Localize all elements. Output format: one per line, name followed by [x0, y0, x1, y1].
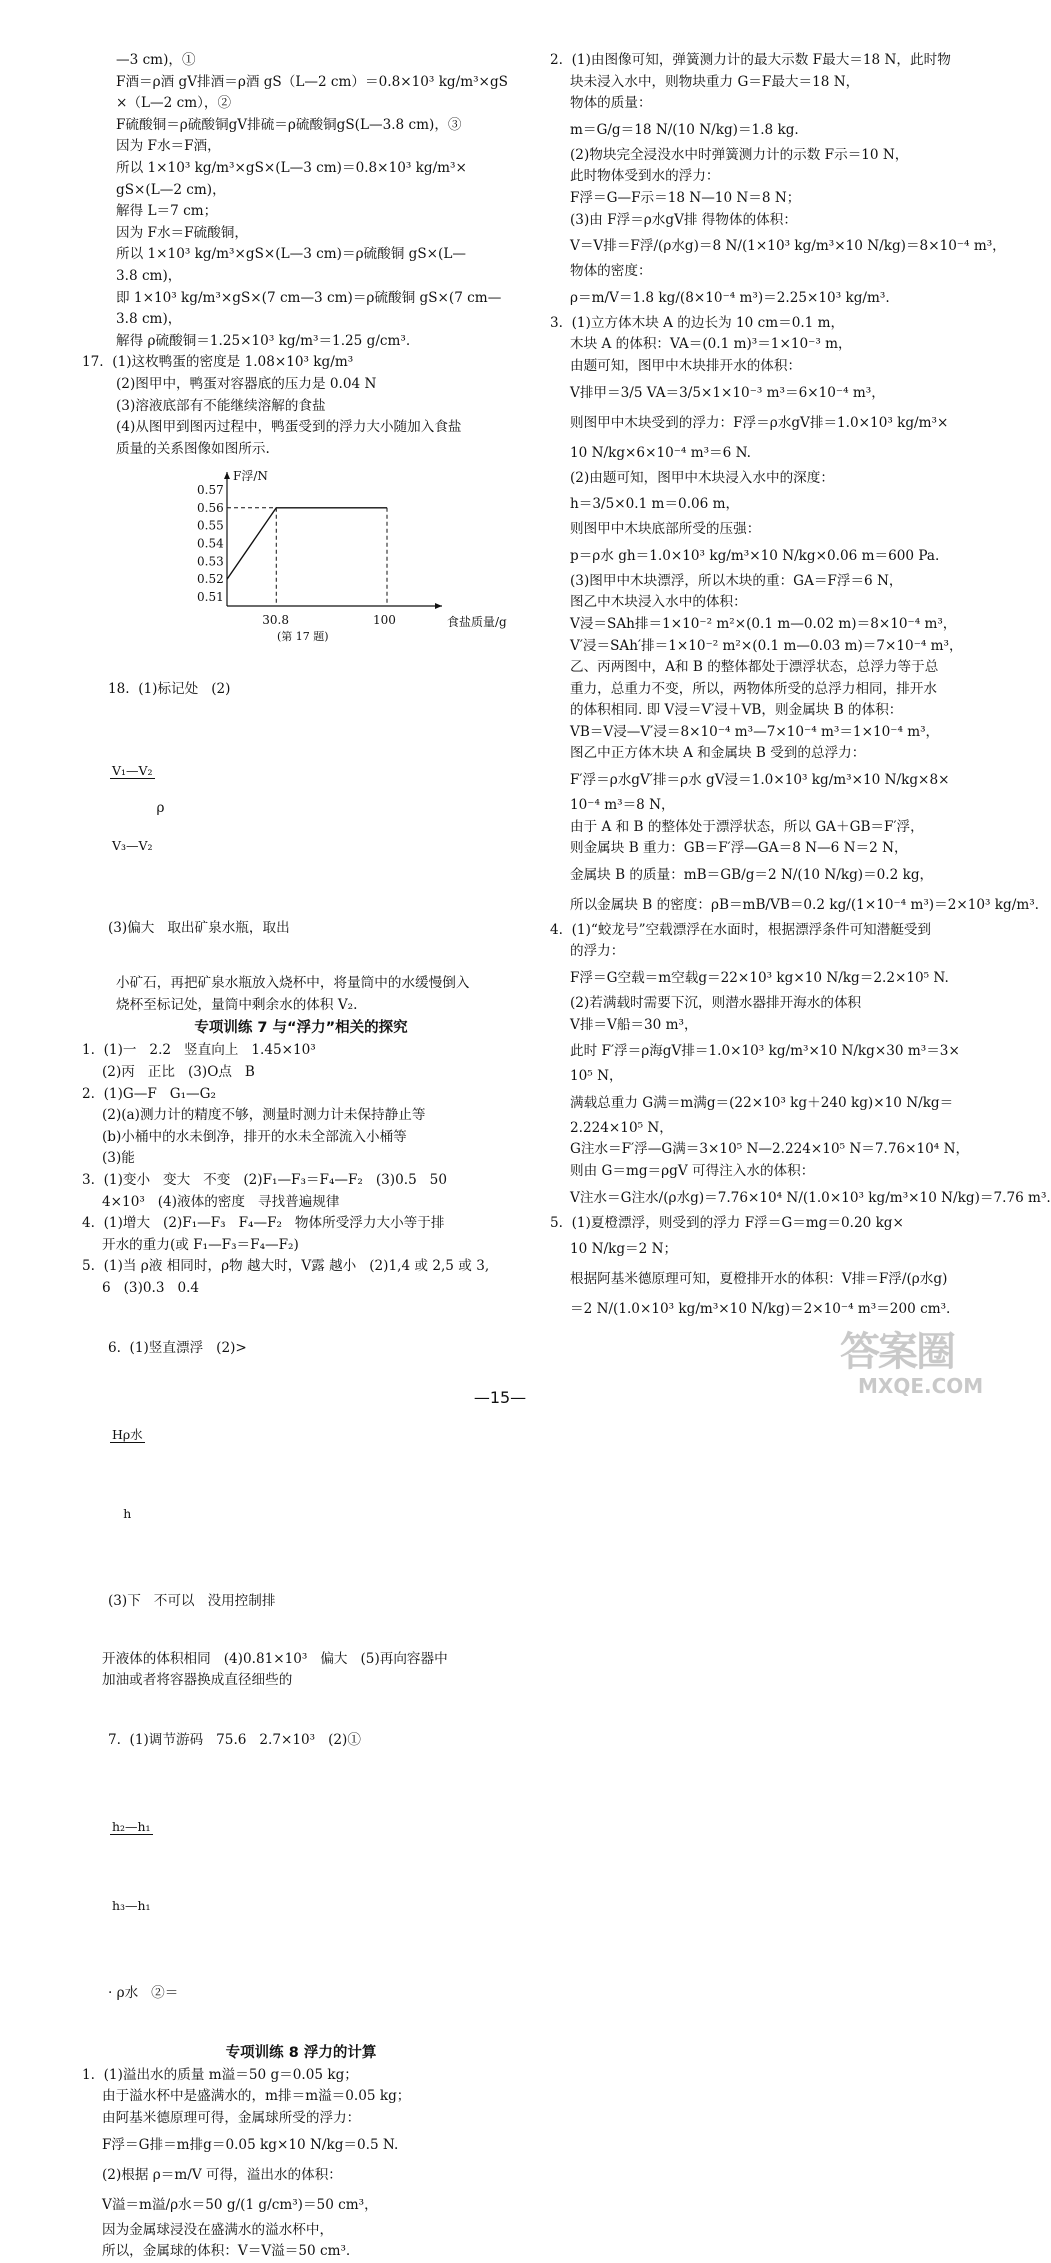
text-line: 此时物体受到水的浮力：: [570, 168, 720, 185]
q18-text-b: (3)偏大 取出矿泉水瓶，取出: [107, 920, 290, 937]
text-line: (3)由 F浮＝ρ水gV排 得物体的体积：: [570, 211, 797, 228]
text-line: 3.8 cm)，: [116, 311, 182, 328]
text-line: (2)丙 正比 (3)O点 B: [102, 1064, 255, 1081]
text-line: 5. (1)夏橙漂浮，则受到的浮力 F浮＝G＝mg＝0.20 kg×: [550, 1214, 904, 1231]
text-line: 因为 F水＝F硫酸铜，: [116, 224, 248, 241]
text-line: 10⁵ N，: [570, 1068, 623, 1085]
chart-caption: (第 17 题): [277, 630, 329, 644]
text-line: 满载总重力 G满＝m满g＝(22×10³ kg＋240 kg)×10 N/kg＝: [570, 1094, 954, 1111]
q7-text-a: 7. (1)调节游码 75.6 2.7×10³ (2)①: [107, 1731, 361, 1748]
x-axis-arrow: [435, 603, 442, 609]
text-line: V溢＝m溢/ρ水＝50 g/(1 g/cm³)＝50 cm³，: [102, 2196, 378, 2213]
watermark-logo: [840, 1330, 990, 1410]
section-8-answers: [82, 2065, 520, 2263]
text-line: 由题可知，图甲中木块排开水的体积：: [570, 357, 802, 374]
q18-line: 烧杯至标记处，量筒中剩余水的体积 V₂.: [116, 996, 358, 1013]
text-line: 10⁻⁴ m³＝8 N，: [570, 797, 675, 814]
text-line: V浸＝SAh排＝1×10⁻² m²×(0.1 m—0.02 m)＝8×10⁻⁴ m³，: [570, 615, 957, 632]
text-line: 2. (1)由图像可知，弹簧测力计的最大示数 F最大＝18 N，此时物: [550, 52, 951, 68]
section-title-7: 专项训练 7 与“浮力”相关的探究: [194, 1020, 408, 1037]
text-line: 则金属块 B 重力：GB＝F′浮—GA＝8 N—6 N＝2 N，: [570, 840, 908, 857]
q6-frac-num: Hρ水: [111, 1426, 143, 1442]
text-line: 根据阿基米德原理可知，夏橙排开水的体积：V排＝F浮/(ρ水g): [570, 1271, 948, 1288]
text-line: ＝2 N/(1.0×10³ kg/m³×10 N/kg)＝2×10⁻⁴ m³＝200 cm³.: [570, 1301, 951, 1318]
text-line: V′浸＝SAh′排＝1×10⁻² m²×(0.1 m—0.03 m)＝7×10⁻⁴ m³，: [570, 637, 963, 654]
y-tick-label: 0.57: [197, 483, 224, 498]
text-line: 3.8 cm)，: [116, 267, 182, 284]
text-line: 重力，总重力不变，所以，两物体所受的总浮力相同，排开水: [570, 680, 938, 697]
text-line: gS×(L—2 cm)，: [116, 181, 226, 198]
text-line: 由阿基米德原理可得，金属球所受的浮力：: [102, 2109, 361, 2126]
text-line: h＝3/5×0.1 m＝0.06 m，: [570, 496, 740, 513]
q6-text-b: (3)下 不可以 没用控制排: [107, 1592, 276, 1609]
text-line: 此时 F′浮＝ρ海gV排＝1.0×10³ kg/m³×10 N/kg×30 m³＝3×: [570, 1043, 960, 1060]
q7-text-b: · ρ水 ②＝: [107, 1984, 179, 2001]
q17-answer: [82, 352, 520, 460]
text-line: F硫酸铜＝ρ硫酸铜gV排硫＝ρ硫酸铜gS(L—3.8 cm)，③: [116, 116, 462, 133]
text-line: F酒＝ρ酒 gV排酒＝ρ酒 gS（L—2 cm）＝0.8×10³ kg/m³×gS: [116, 73, 508, 90]
right-solutions: [550, 50, 1051, 1324]
q6-line: 加油或者将容器换成直径细些的: [102, 1672, 293, 1689]
q7-answer: [82, 1692, 520, 2041]
watermark-big: 答案圈: [840, 1329, 954, 1375]
q7-fraction: [110, 1756, 153, 1977]
text-line: 因为 F水＝F酒，: [116, 138, 221, 155]
text-line: V＝V排＝F浮/(ρ水g)＝8 N/(1×10³ kg/m³×10 N/kg)＝8×10⁻⁴ m³，: [570, 238, 1006, 255]
text-line: m＝G/g＝18 N/(10 N/kg)＝1.8 kg.: [570, 121, 799, 138]
text-line: (b)小桶中的水未倒净，排开的水未全部流入小桶等: [102, 1128, 407, 1145]
q18-line: 小矿石，再把矿泉水瓶放入烧杯中，将量筒中的水缓慢倒入: [116, 975, 470, 992]
text-line: (4)从图甲到图丙过程中，鸭蛋受到的浮力大小随加入食盐: [116, 419, 462, 436]
text-line: 的浮力：: [570, 943, 625, 960]
q16-solution: [82, 50, 520, 352]
text-line: 物体的质量：: [570, 95, 652, 112]
text-line: 图乙中木块浸入水中的体积：: [570, 594, 747, 611]
text-line: 物体的密度：: [570, 263, 652, 280]
text-line: (2)图甲中，鸭蛋对容器底的压力是 0.04 N: [116, 375, 377, 392]
text-line: 10 N/kg×6×10⁻⁴ m³＝6 N.: [570, 444, 751, 461]
text-line: 质量的关系图像如图所示.: [116, 440, 270, 457]
y-tick-label: 0.55: [197, 518, 224, 533]
text-line: 所以，金属球的体积：V＝V溢＝50 cm³.: [102, 2243, 351, 2260]
text-line: 17. (1)这枚鸭蛋的密度是 1.08×10³ kg/m³: [82, 354, 354, 371]
q6-answer: [82, 1300, 520, 1692]
q18-fraction: [110, 704, 155, 913]
text-line: G注水＝F′浮—G满＝3×10⁵ N—2.224×10⁵ N＝7.76×10⁴ N，: [570, 1141, 970, 1158]
text-line: 1. (1)溢出水的质量 m溢＝50 g＝0.05 kg；: [82, 2066, 358, 2083]
text-line: V注水＝G注水/(ρ水g)＝7.76×10⁴ N/(1.0×10³ kg/m³×10 N/kg)＝7.76 m³.: [570, 1189, 1051, 1206]
q17-chart: [182, 464, 507, 644]
text-line: (2)物块完全浸没水中时弹簧测力计的示数 F示＝10 N，: [570, 146, 909, 163]
text-line: (2)由题可知，图甲中木块浸入水中的深度：: [570, 469, 834, 486]
y-axis-label: F浮/N: [233, 469, 268, 484]
text-line: (3)能: [102, 1150, 135, 1167]
left-column: [82, 50, 520, 2263]
section-title-8: 专项训练 8 浮力的计算: [225, 2044, 377, 2061]
text-line: 由于 A 和 B 的整体处于漂浮状态，所以 GA＋GB＝F′浮，: [570, 818, 924, 835]
x-tick-label: 30.8: [262, 613, 289, 628]
text-line: 所以金属块 B 的密度：ρB＝mB/VB＝0.2 kg/(1×10⁻⁴ m³)＝2×10³ kg/m³.: [570, 896, 1039, 913]
text-line: ρ＝m/V＝1.8 kg/(8×10⁻⁴ m³)＝2.25×10³ kg/m³.: [570, 289, 890, 306]
text-line: (2)(a)测力计的精度不够，测量时测力计未保持静止等: [102, 1107, 426, 1124]
text-line: 开水的重力(或 F₁—F₃＝F₄—F₂): [102, 1236, 299, 1253]
text-line: 图乙中正方体木块 A 和金属块 B 受到的总浮力：: [570, 745, 866, 762]
text-line: (2)根据 ρ＝m/V 可得，溢出水的体积：: [102, 2166, 342, 2183]
text-line: 5. (1)当 ρ液 相同时，ρ物 越大时，V露 越小 (2)1,4 或 2,5 或 3,: [82, 1258, 490, 1275]
q18-answer: [82, 644, 520, 1016]
text-line: 3. (1)变小 变大 不变 (2)F₁—F₃＝F₄—F₂ (3)0.5 50: [82, 1172, 447, 1189]
text-line: 4. (1)增大 (2)F₁—F₃ F₄—F₂ 物体所受浮力大小等于排: [82, 1215, 445, 1232]
text-line: 由于溢水杯中是盛满水的，m排＝m溢＝0.05 kg；: [102, 2088, 411, 2105]
text-line: F浮＝G—F示＝18 N—10 N＝8 N；: [570, 189, 801, 206]
y-tick-label: 0.56: [197, 501, 224, 516]
text-line: 则由 G＝mg＝ρgV 可得注入水的体积：: [570, 1163, 815, 1179]
q7-frac-den: h₃—h₁: [111, 1897, 151, 1913]
y-tick-label: 0.52: [197, 572, 224, 587]
text-line: (3)图甲中木块漂浮，所以木块的重：GA＝F浮＝6 N，: [570, 572, 903, 589]
q6-text-a: 6. (1)竖直漂浮 (2)>: [107, 1339, 247, 1356]
text-line: 6 (3)0.3 0.4: [102, 1280, 200, 1296]
text-line: 4×10³ (4)液体的密度 寻找普遍规律: [102, 1193, 340, 1210]
text-line: 所以 1×10³ kg/m³×gS×(L—3 cm)＝0.8×10³ kg/m³×: [116, 159, 467, 176]
y-tick-label: 0.53: [197, 554, 224, 569]
text-line: —3 cm)，①: [116, 52, 196, 68]
q7-frac-num: h₂—h₁: [111, 1818, 151, 1834]
q6-frac-den: h: [123, 1505, 132, 1521]
text-line: 块未浸入水中，则物块重力 G＝F最大＝18 N，: [570, 73, 860, 90]
text-line: p＝ρ水 gh＝1.0×10³ kg/m³×10 N/kg×0.06 m＝600 Pa.: [570, 547, 940, 564]
text-line: 解得 ρ硫酸铜＝1.25×10³ kg/m³＝1.25 g/cm³.: [116, 332, 411, 349]
text-line: 木块 A 的体积：VA＝(0.1 m)³＝1×10⁻³ m，: [570, 336, 852, 353]
y-tick-label: 0.51: [197, 590, 224, 605]
text-line: F浮＝G空载＝m空载g＝22×10³ kg×10 N/kg＝2.2×10⁵ N.: [570, 970, 949, 987]
text-line: 因为金属球浸没在盛满水的溢水杯中，: [102, 2221, 334, 2238]
text-line: 1. (1)一 2.2 竖直向上 1.45×10³: [82, 1042, 316, 1059]
series-line: [227, 508, 387, 579]
text-line: 金属块 B 的质量：mB＝GB/g＝2 N/(10 N/kg)＝0.2 kg，: [570, 866, 934, 883]
text-line: 10 N/kg＝2 N；: [570, 1241, 678, 1258]
text-line: 则图甲中木块底部所受的压强：: [570, 521, 761, 538]
q18-frac-after: ρ: [156, 800, 165, 817]
text-line: V排甲＝3/5 VA＝3/5×1×10⁻³ m³＝6×10⁻⁴ m³，: [570, 384, 885, 401]
text-line: VB＝V浸—V′浸＝8×10⁻⁴ m³—7×10⁻⁴ m³＝1×10⁻⁴ m³，: [570, 723, 940, 740]
text-line: F′浮＝ρ水gV′排＝ρ水 gV浸＝1.0×10³ kg/m³×10 N/kg×8×: [570, 772, 950, 789]
y-axis-arrow: [224, 472, 230, 479]
x-axis-label: 食盐质量/g: [447, 615, 507, 630]
q18-frac-den: V₃—V₂: [111, 838, 153, 854]
text-line: 2.224×10⁵ N，: [570, 1119, 673, 1136]
text-line: 乙、丙两图中，A和 B 的整体都处于漂浮状态，总浮力等于总: [570, 659, 939, 676]
text-line: 的体积相同. 即 V浸＝V′浸＋VB，则金属块 B 的体积：: [570, 702, 903, 719]
q18-text-a: 18. (1)标记处 (2): [107, 681, 231, 698]
text-line: (2)若满载时需要下沉，则潜水器排开海水的体积: [570, 995, 862, 1012]
text-line: ×（L—2 cm），②: [116, 95, 232, 112]
y-tick-label: 0.54: [197, 536, 224, 551]
watermark-small: MXQE.COM: [858, 1374, 984, 1398]
text-line: F浮＝G排＝m排g＝0.05 kg×10 N/kg＝0.5 N.: [102, 2136, 399, 2153]
text-line: 所以 1×10³ kg/m³×gS×(L—3 cm)＝ρ硫酸铜 gS×(L—: [116, 246, 466, 263]
text-line: 2. (1)G—F G₁—G₂: [82, 1085, 216, 1102]
text-line: V排＝V船＝30 m³，: [570, 1016, 698, 1033]
text-line: 4. (1)“蛟龙号”空载漂浮在水面时，根据漂浮条件可知潜艇受到: [550, 921, 932, 938]
q18-frac-num: V₁—V₂: [111, 763, 153, 779]
text-line: 则图甲中木块受到的浮力：F浮＝ρ水gV排＝1.0×10³ kg/m³×: [570, 414, 949, 431]
section-7-answers: [82, 1040, 520, 1299]
page-number: —15—: [473, 1388, 527, 1407]
right-column: [550, 50, 1051, 1324]
text-line: 3. (1)立方体木块 A 的边长为 10 cm＝0.1 m，: [550, 314, 845, 331]
q6-line: 开液体的体积相同 (4)0.81×10³ 偏大 (5)再向容器中: [102, 1650, 448, 1667]
text-line: (3)溶液底部有不能继续溶解的食盐: [116, 397, 326, 414]
text-line: 即 1×10³ kg/m³×gS×(7 cm—3 cm)＝ρ硫酸铜 gS×(7 cm—: [116, 289, 502, 306]
text-line: 解得 L＝7 cm；: [116, 203, 218, 220]
x-tick-label: 100: [373, 613, 396, 628]
